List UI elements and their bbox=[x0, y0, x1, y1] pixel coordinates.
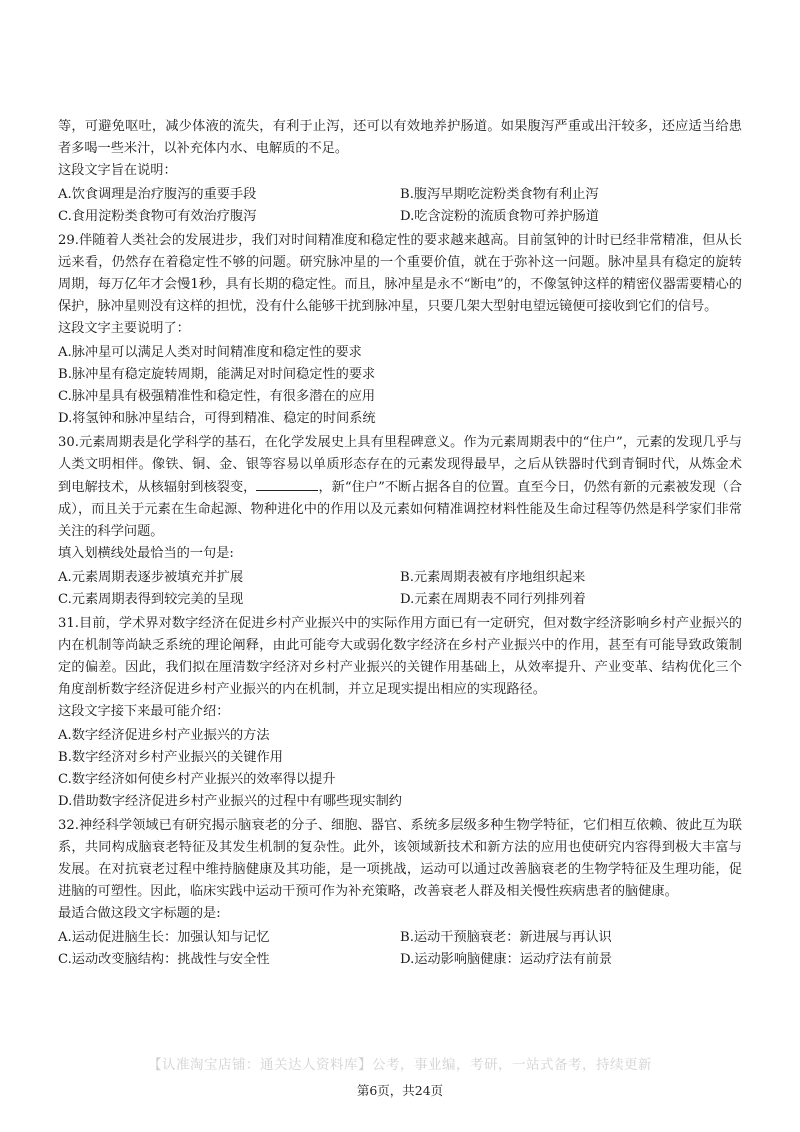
option-b: B.运动干预脑衰老：新进展与再认识 bbox=[400, 930, 612, 945]
question-32 bbox=[58, 815, 742, 971]
option-c: C.运动改变脑结构：挑战性与安全性 bbox=[58, 952, 270, 967]
option-b: B.腹泻早期吃淀粉类食物有利止泻 bbox=[400, 187, 599, 202]
page-number: 第6页，共24页 bbox=[356, 1083, 444, 1098]
option-d: D.运动影响脑健康：运动疗法有前景 bbox=[400, 952, 613, 967]
question-28-continuation bbox=[58, 116, 742, 228]
option-a: A.运动促进脑生长：加强认知与记忆 bbox=[58, 930, 270, 945]
question-text: 31.目前，学术界对数字经济在促进乡村产业振兴中的实际作用方面已有一定研究，但对数字经济影响乡村产业振兴的内在机制等尚缺乏系统的理论阐释，由此可能夸大或弱化数字经济在乡村产业振兴中的作用，甚至有可能导致政策制定的偏差。因此，我们拟在厘清数字经济对乡村产业振兴的关键作用基础上，从效率提升、产业变革、结构优化三个角度剖析数字经济促进乡村产业振兴的内在机制，并立足现实提出相应的实现路径。 bbox=[58, 616, 742, 697]
question-text bbox=[58, 432, 742, 543]
option-list bbox=[58, 567, 742, 611]
question-prompt: 填入划横线处最恰当的一句是: bbox=[58, 546, 234, 561]
watermark: 【认准淘宝店铺：通关达人资料库】公考，事业编，考研，一站式备考，持续更新 bbox=[148, 1057, 652, 1073]
option-a: A.数字经济促进乡村产业振兴的方法 bbox=[58, 728, 270, 743]
question-prompt: 这段文字主要说明了： bbox=[58, 321, 190, 336]
option-c: C.食用淀粉类食物可有效治疗腹泻 bbox=[58, 209, 257, 224]
passage-continuation: 等，可避免呕吐，减少体液的流失，有利于止泻，还可以有效地养护肠道。如果腹泻严重或出汗较多，还应适当给患者多喝一些米汁，以补充体内水、电解质的不足。 bbox=[58, 119, 742, 156]
question-text: 32.神经科学领域已有研究揭示脑衰老的分子、细胞、器官、系统多层级多种生物学特征，它们相互依赖、彼此互为联系，共同构成脑衰老特征及其发生机制的复杂性。此外，该领域新技术和新方法的应用也使研究内容得到极大丰富与发展。在对抗衰老过程中维持脑健康及其功能，是一项挑战，运动可以通过改善脑衰老的生物学特征及生理功能，促进脑的可塑性。因此，临床实践中运动干预可作为补充策略，改善衰老人群及相关慢性疾病患者的脑健康。 bbox=[58, 818, 742, 899]
option-d: D.元素在周期表不同行列排列着 bbox=[400, 592, 586, 607]
text-after-blank: ，新“住户”不断占据各自的位置。直至今日，仍然有新的元素被发现（合成），而且关于元素在生命起源、物种进化中的作用以及元素如何精准调控材料性能及生命过程等仍然是科学家们非常关注的科学问题。 bbox=[58, 480, 742, 539]
option-d: D.借助数字经济促进乡村产业振兴的过程中有哪些现实制约 bbox=[58, 794, 402, 809]
option-b: B.元素周期表被有序地组织起来 bbox=[400, 570, 586, 585]
question-29 bbox=[58, 230, 742, 430]
question-30 bbox=[58, 432, 742, 611]
option-list bbox=[58, 725, 742, 813]
option-d: D.将氢钟和脉冲星结合，可得到精准、稳定的时间系统 bbox=[58, 411, 376, 426]
option-a: A.脉冲星可以满足人类对时间精准度和稳定性的要求 bbox=[58, 345, 362, 360]
question-prompt: 最适合做这段文字标题的是: bbox=[58, 906, 221, 921]
question-31 bbox=[58, 613, 742, 813]
option-b: B.数字经济对乡村产业振兴的关键作用 bbox=[58, 750, 283, 765]
option-a: A.元素周期表逐步被填充并扩展 bbox=[58, 570, 244, 585]
option-list bbox=[58, 184, 742, 228]
text-before-blank: 30.元素周期表是化学科学的基石，在化学发展史上具有里程碑意义。作为元素周期表中的“住户”，元素的发现几乎与人类文明相伴。像铁、铜、金、银等容易以单质形态存在的元素发现得最早，之后从铁器时代到青铜时代，从炼金术到电解技术，从核辐射到核裂变， bbox=[58, 435, 742, 495]
option-c: C.元素周期表得到较完美的呈现 bbox=[58, 592, 244, 607]
option-c: C.数字经济如何使乡村产业振兴的效率得以提升 bbox=[58, 772, 336, 787]
fill-in-blank bbox=[256, 476, 318, 491]
option-c: C.脉冲星具有极强精准性和稳定性，有很多潜在的应用 bbox=[58, 389, 376, 404]
page-body bbox=[58, 116, 742, 971]
question-prompt: 这段文字接下来最可能介绍： bbox=[58, 704, 230, 719]
option-list bbox=[58, 342, 742, 430]
option-b: B.脉冲星有稳定旋转周期，能满足对时间稳定性的要求 bbox=[58, 367, 376, 382]
question-prompt: 这段文字旨在说明： bbox=[58, 163, 177, 178]
option-list bbox=[58, 927, 742, 971]
option-a: A.饮食调理是治疗腹泻的重要手段 bbox=[58, 187, 257, 202]
option-d: D.吃含淀粉的流质食物可养护肠道 bbox=[400, 209, 599, 224]
question-text: 29.伴随着人类社会的发展进步，我们对时间精准度和稳定性的要求越来越高。目前氢钟的计时已经非常精准，但从长远来看，仍然存在着稳定性不够的问题。研究脉冲星的一个重要价值，就在于弥补这一问题。脉冲星具有稳定的旋转周期，每万亿年才会慢1秒，具有长期的稳定性。而且，脉冲星是永不“断电”的，不像氢钟这样的精密仪器需要精心的保护，脉冲星则没有这样的担忧，没有什么能够干扰到脉冲星，只要几架大型射电望远镜便可接收到它们的信号。 bbox=[58, 233, 742, 314]
